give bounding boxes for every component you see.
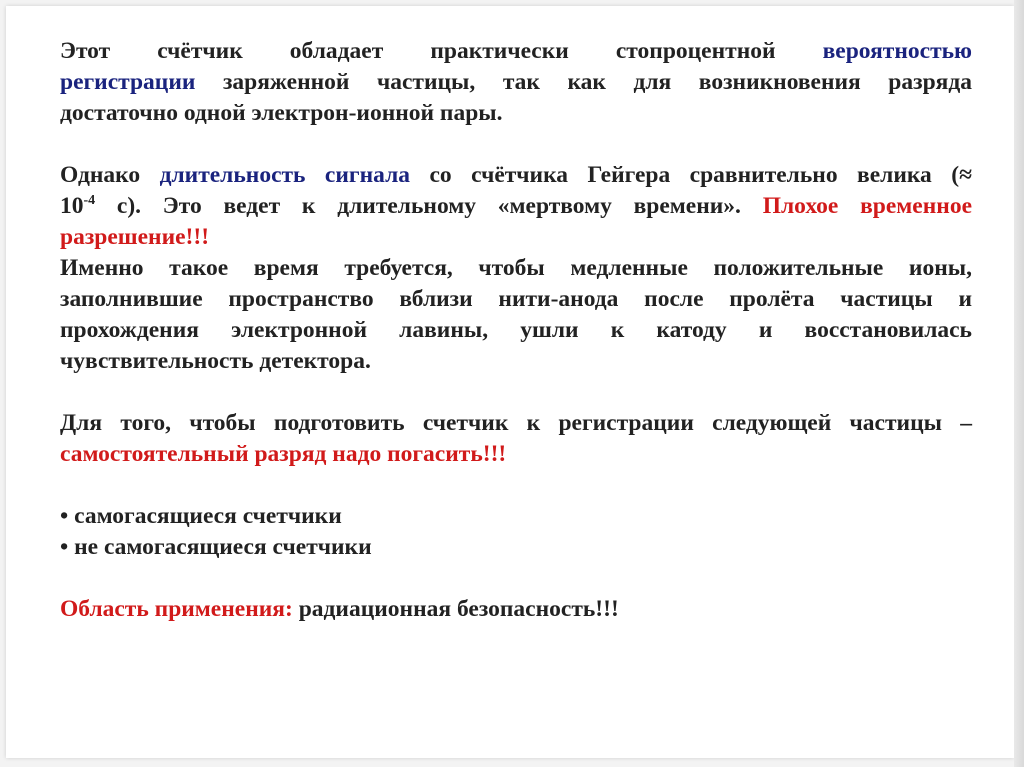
paragraph-ions xyxy=(60,253,972,377)
text: 10 xyxy=(60,193,84,219)
text: Этот счётчик обладает практически стопроцентной xyxy=(60,38,823,64)
bullet-list xyxy=(60,501,972,563)
line: заполнившие пространство вблизи нити-анода после пролёта частицы и xyxy=(60,286,972,312)
paragraph-counter-probability xyxy=(60,36,972,129)
line xyxy=(60,160,972,191)
highlight-quench: самостоятельный разряд надо погасить!!! xyxy=(60,441,507,467)
slide-content xyxy=(60,36,972,625)
spacer xyxy=(60,129,972,160)
line xyxy=(60,594,972,625)
line: достаточно одной электрон-ионной пары. xyxy=(60,100,503,126)
line xyxy=(60,36,972,67)
line: Для того, чтобы подготовить счетчик к регистрации следующей частицы – xyxy=(60,410,972,436)
text: с). Это ведет к длительному «мертвому времени». xyxy=(95,193,763,219)
list-item: • не самогасящиеся счетчики xyxy=(60,534,372,560)
list-item: • самогасящиеся счетчики xyxy=(60,503,342,529)
text: со счётчика Гейгера сравнительно велика (≈ xyxy=(410,162,972,188)
spacer xyxy=(60,470,972,501)
text: заряженной частицы, так как для возникновения разряда xyxy=(195,69,972,95)
line: прохождения электронной лавины, ушли к катоду и восстановилась xyxy=(60,317,972,343)
highlight-signal-duration: длительность сигнала xyxy=(159,162,411,188)
spacer xyxy=(60,563,972,594)
application-label: Область применения: xyxy=(60,596,293,622)
line: Именно такое время требуется, чтобы медленные положительные ионы, xyxy=(60,255,972,281)
highlight-resolution: разрешение!!! xyxy=(60,224,210,250)
paragraph-application xyxy=(60,594,972,625)
text: Однако xyxy=(60,162,160,188)
paragraph-signal-duration xyxy=(60,160,972,253)
window-edge xyxy=(1014,0,1024,767)
application-text: радиационная безопасность!!! xyxy=(292,596,619,622)
line: чувствительность детектора. xyxy=(60,348,371,374)
line xyxy=(60,67,972,98)
spacer xyxy=(60,377,972,408)
slide xyxy=(6,6,1014,758)
highlight-probability: вероятностью xyxy=(822,38,972,64)
highlight-registration: регистрации xyxy=(60,69,196,95)
exponent: -4 xyxy=(83,193,96,208)
paragraph-quench xyxy=(60,408,972,470)
highlight-poor-resolution: Плохое временное xyxy=(762,193,972,219)
line xyxy=(60,191,972,222)
